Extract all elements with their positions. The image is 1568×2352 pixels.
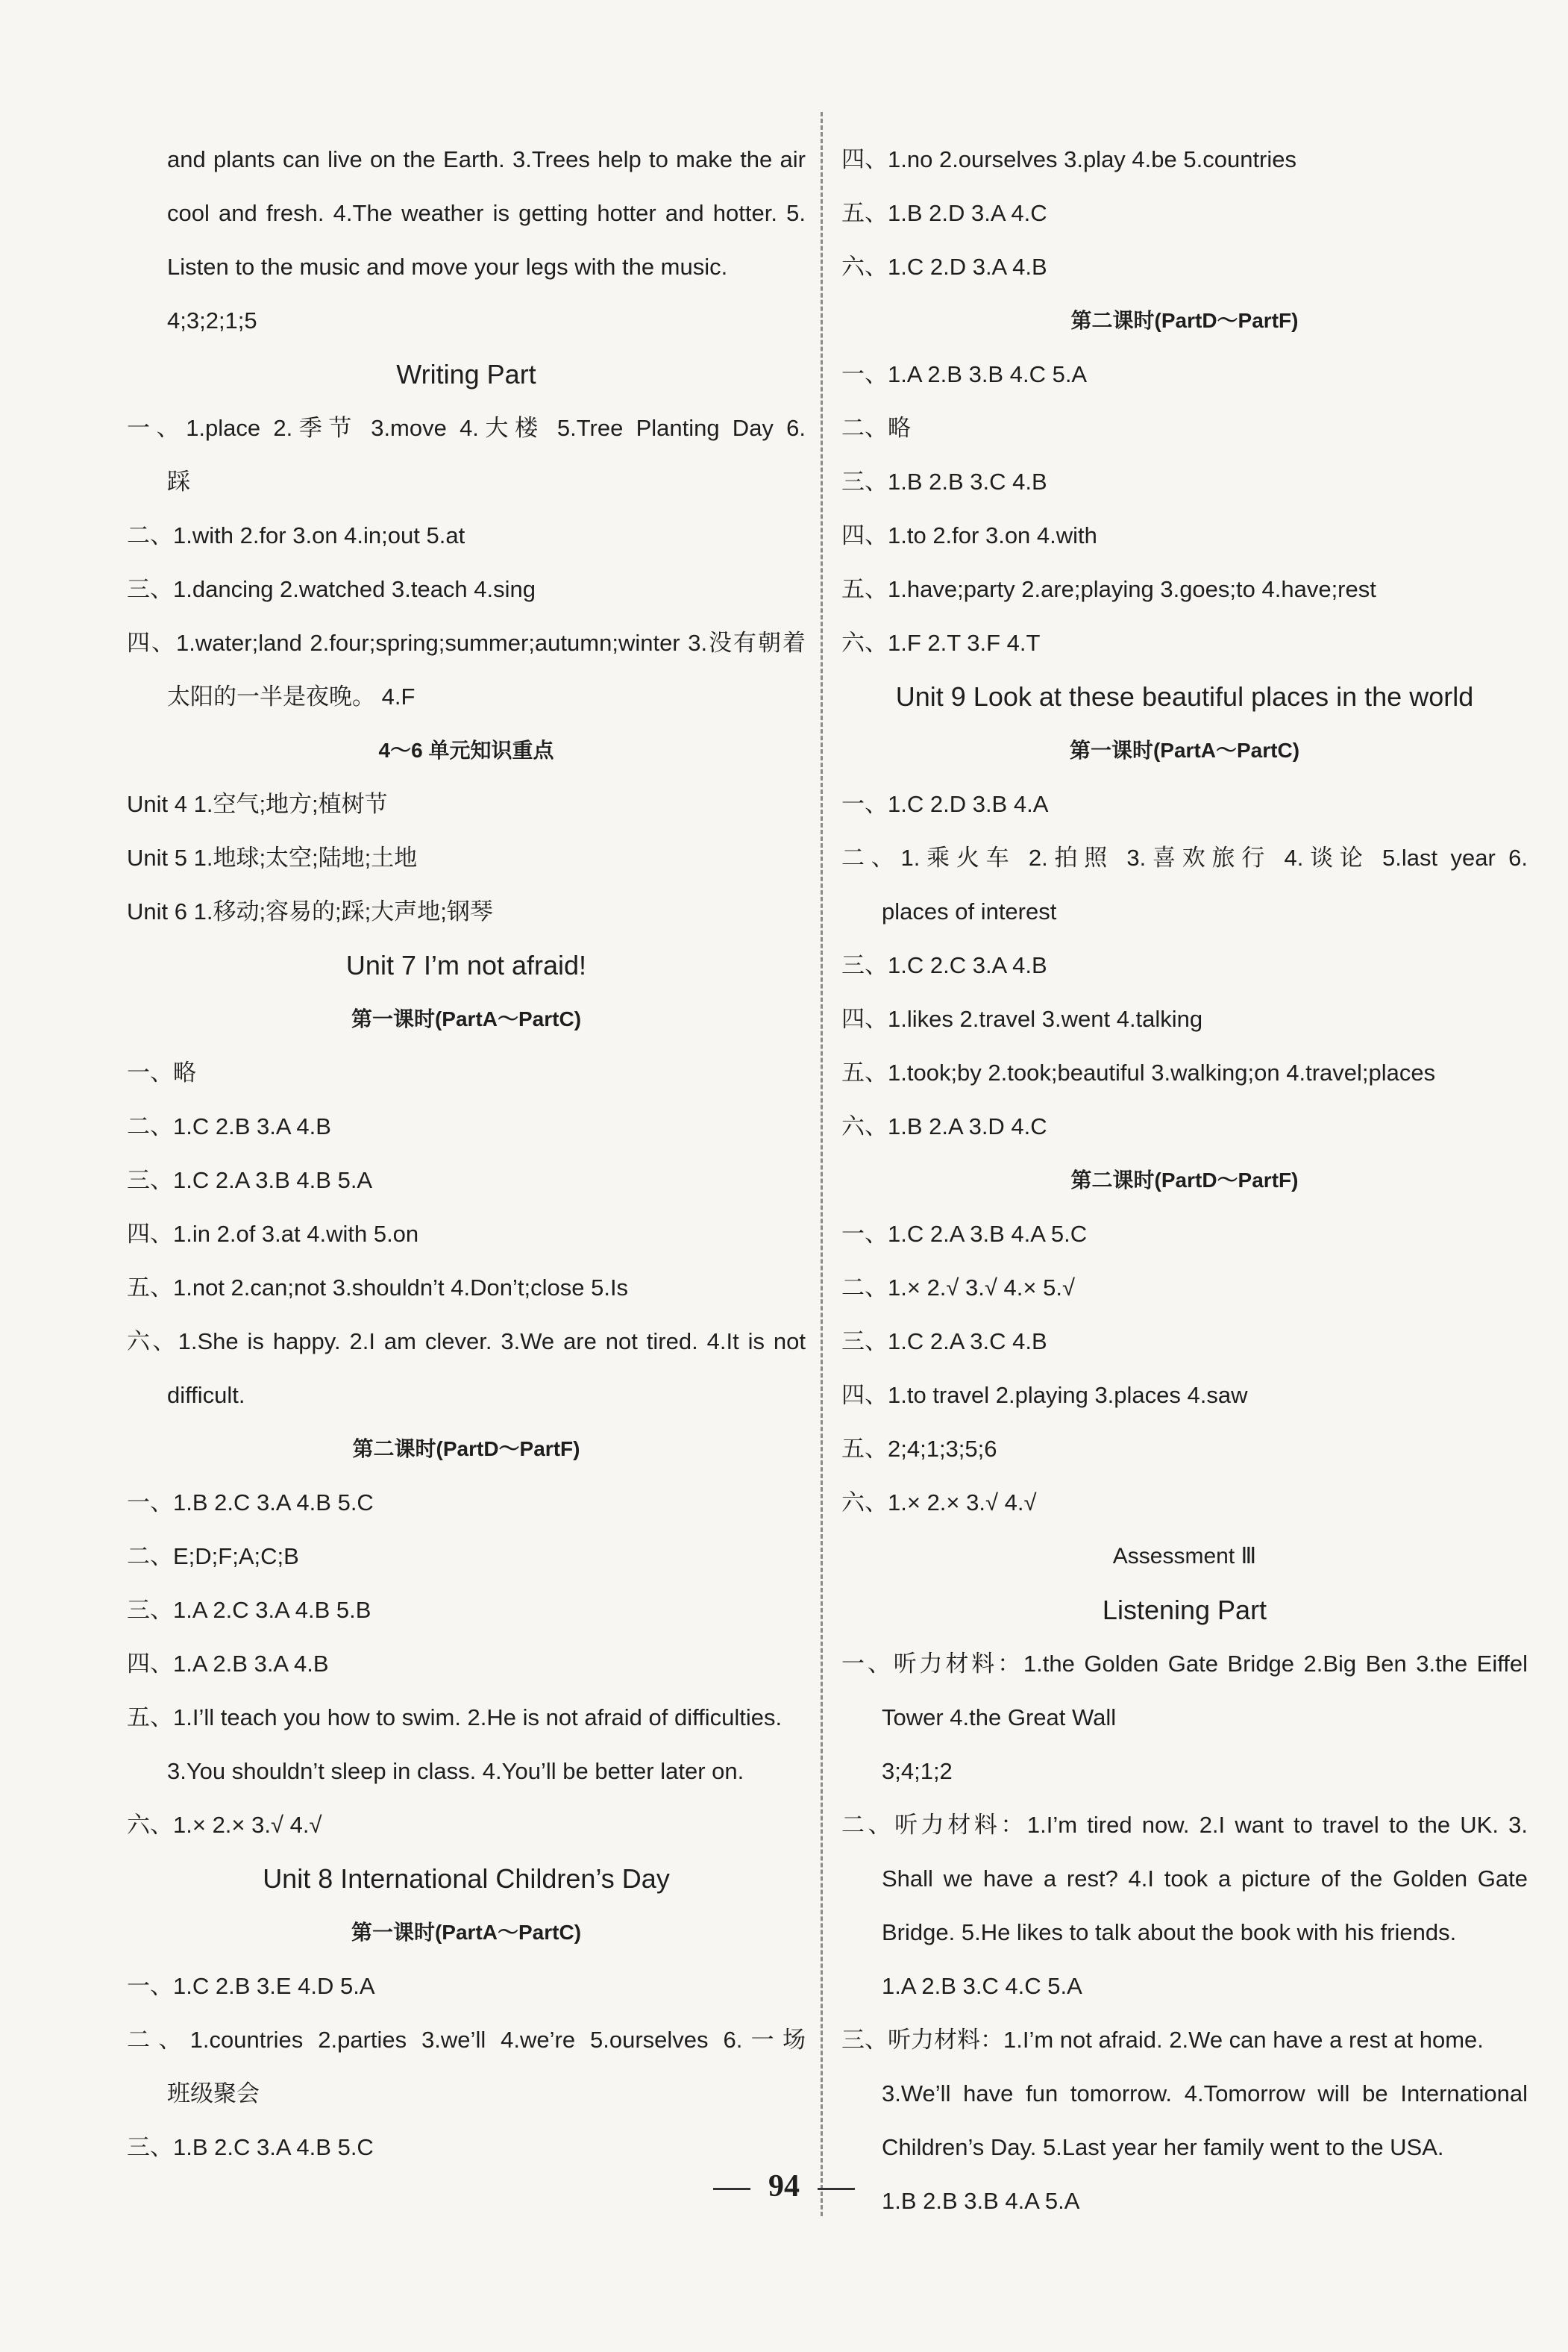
answer-line: 四、1.to travel 2.playing 3.places 4.saw xyxy=(841,1382,1248,1408)
answer-line: 五、1.took;by 2.took;beautiful 3.walking;on 4.travel;places xyxy=(841,1060,1436,1086)
answer-line: 五、1.I’ll teach you how to swim. 2.He is not afraid of difficulties. xyxy=(127,1704,783,1730)
answer-line: 一、1.C 2.B 3.E 4.D 5.A xyxy=(127,1973,375,1999)
answer-line: Listen to the music and move your legs with the music. xyxy=(167,254,728,280)
answer-line: 一、1.C 2.D 3.B 4.A xyxy=(841,791,1049,817)
answer-line: 踩 xyxy=(167,469,190,495)
answer-line: 四、1.likes 2.travel 3.went 4.talking xyxy=(841,1006,1203,1032)
answer-line: 三、1.C 2.A 3.B 4.B 5.A xyxy=(127,1167,373,1193)
answer-line: 二、略 xyxy=(841,415,911,441)
answer-line: 四、1.to 2.for 3.on 4.with xyxy=(841,522,1097,548)
answer-line: and plants can live on the Earth. 3.Trees help to make the air xyxy=(167,146,806,172)
answer-line: 4;3;2;1;5 xyxy=(167,307,257,334)
answer-line: 太阳的一半是夜晚。 4.F xyxy=(167,684,415,710)
answer-line: 二、1.countries 2.parties 3.we’ll 4.we’re 5.ourselves 6.一场 xyxy=(127,2027,806,2053)
answer-line: 一、1.place 2.季节 3.move 4.大楼 5.Tree Planting Day 6. xyxy=(127,415,806,441)
answer-line: 三、1.C 2.C 3.A 4.B xyxy=(841,952,1047,978)
subsection-heading: 第一课时(PartA～PartC) xyxy=(351,1921,582,1944)
answer-line: 三、听力材料：1.I’m not afraid. 2.We can have a rest at home. xyxy=(841,2027,1484,2053)
subsection-heading: 第二课时(PartD～PartF) xyxy=(352,1437,580,1460)
answer-line: 3.You shouldn’t sleep in class. 4.You’ll be better later on. xyxy=(167,1758,744,1784)
answer-line: 三、1.B 2.B 3.C 4.B xyxy=(841,469,1047,495)
answer-line: 一、略 xyxy=(127,1060,196,1086)
section-heading: Unit 9 Look at these beautiful places in the world xyxy=(895,681,1474,712)
answer-line: 一、1.C 2.A 3.B 4.A 5.C xyxy=(841,1221,1088,1247)
page-footer xyxy=(0,2168,1568,2204)
subsection-heading: 4～6 单元知识重点 xyxy=(378,739,554,762)
answer-line: places of interest xyxy=(882,898,1057,925)
answer-line: 三、1.B 2.C 3.A 4.B 5.C xyxy=(127,2134,374,2160)
section-heading: Listening Part xyxy=(1102,1595,1267,1625)
answer-line: 一、1.B 2.C 3.A 4.B 5.C xyxy=(127,1489,374,1516)
answer-line: Unit 4 1.空气;地方;植树节 xyxy=(127,791,388,817)
answer-line: 六、1.× 2.× 3.√ 4.√ xyxy=(127,1812,322,1838)
answer-line: Unit 5 1.地球;太空;陆地;土地 xyxy=(127,845,418,871)
answer-line: 四、1.no 2.ourselves 3.play 4.be 5.countries xyxy=(841,146,1297,172)
answer-line: difficult. xyxy=(167,1382,245,1408)
answer-line: Bridge. 5.He likes to talk about the book with his friends. xyxy=(882,1919,1457,1945)
answer-line: 一、听力材料：1.the Golden Gate Bridge 2.Big Ben 3.the Eiffel xyxy=(841,1651,1528,1677)
subsection-heading: 第一课时(PartA～PartC) xyxy=(1069,739,1300,762)
answer-line: 五、2;4;1;3;5;6 xyxy=(841,1436,997,1462)
answer-line: 四、1.water;land 2.four;spring;summer;autumn;winter 3.没有朝着 xyxy=(127,630,806,656)
answer-line: 六、1.C 2.D 3.A 4.B xyxy=(841,254,1047,280)
answer-line: 六、1.F 2.T 3.F 4.T xyxy=(841,630,1041,656)
page-number: 94 xyxy=(768,2169,800,2204)
answer-line: 三、1.C 2.A 3.C 4.B xyxy=(841,1328,1047,1354)
answer-line: cool and fresh. 4.The weather is getting hotter and hotter. 5. xyxy=(167,200,806,226)
subsection-heading: 第一课时(PartA～PartC) xyxy=(351,1007,582,1030)
column-divider xyxy=(821,112,823,2216)
answer-line: Shall we have a rest? 4.I took a picture of the Golden Gate xyxy=(882,1865,1528,1892)
answer-line: 四、1.A 2.B 3.A 4.B xyxy=(127,1651,329,1677)
footer-dash-right xyxy=(818,2188,855,2190)
section-heading: Assessment Ⅲ xyxy=(1112,1544,1257,1568)
answer-line: 五、1.have;party 2.are;playing 3.goes;to 4.have;rest xyxy=(841,576,1376,602)
answer-line: 3;4;1;2 xyxy=(882,1758,953,1784)
section-heading: Unit 7 I’m not afraid! xyxy=(345,950,587,980)
answer-line: 四、1.in 2.of 3.at 4.with 5.on xyxy=(127,1221,419,1247)
section-heading: Unit 8 International Children’s Day xyxy=(263,1863,670,1894)
answer-line: 1.B 2.B 3.B 4.A 5.A xyxy=(882,2188,1080,2214)
answer-line: 一、1.A 2.B 3.B 4.C 5.A xyxy=(841,361,1088,387)
answer-line: 五、1.not 2.can;not 3.shouldn’t 4.Don’t;close 5.Is xyxy=(127,1274,629,1301)
answer-line: 1.A 2.B 3.C 4.C 5.A xyxy=(882,1973,1082,1999)
answer-line: 二、1.× 2.√ 3.√ 4.× 5.√ xyxy=(841,1274,1075,1301)
answer-line: 二、E;D;F;A;C;B xyxy=(127,1543,299,1569)
answer-line: 三、1.A 2.C 3.A 4.B 5.B xyxy=(127,1597,371,1623)
answer-line: 二、1.with 2.for 3.on 4.in;out 5.at xyxy=(127,522,465,548)
footer-dash-left xyxy=(713,2188,750,2190)
answer-line: 五、1.B 2.D 3.A 4.C xyxy=(841,200,1047,226)
answer-line: 二、1.C 2.B 3.A 4.B xyxy=(127,1113,331,1139)
answer-line: 六、1.She is happy. 2.I am clever. 3.We are not tired. 4.It is not xyxy=(127,1328,806,1354)
answer-line: 二、听力材料：1.I’m tired now. 2.I want to travel to the UK. 3. xyxy=(841,1812,1528,1838)
section-heading: Writing Part xyxy=(396,359,536,390)
left-column xyxy=(127,133,806,2174)
answer-line: Tower 4.the Great Wall xyxy=(882,1704,1117,1730)
subsection-heading: 第二课时(PartD～PartF) xyxy=(1070,1169,1299,1192)
answer-line: Children’s Day. 5.Last year her family went to the USA. xyxy=(882,2134,1444,2160)
right-column xyxy=(841,133,1528,2228)
answer-line: 二、1.乘火车 2.拍照 3.喜欢旅行 4.谈论 5.last year 6. xyxy=(841,845,1528,871)
answer-line: 三、1.dancing 2.watched 3.teach 4.sing xyxy=(127,576,536,602)
answer-line: 3.We’ll have fun tomorrow. 4.Tomorrow will be International xyxy=(882,2080,1528,2107)
answer-line: Unit 6 1.移动;容易的;踩;大声地;钢琴 xyxy=(127,898,493,925)
subsection-heading: 第二课时(PartD～PartF) xyxy=(1070,309,1299,332)
answer-line: 班级聚会 xyxy=(167,2080,260,2107)
answer-line: 六、1.× 2.× 3.√ 4.√ xyxy=(841,1489,1037,1516)
answer-line: 六、1.B 2.A 3.D 4.C xyxy=(841,1113,1047,1139)
